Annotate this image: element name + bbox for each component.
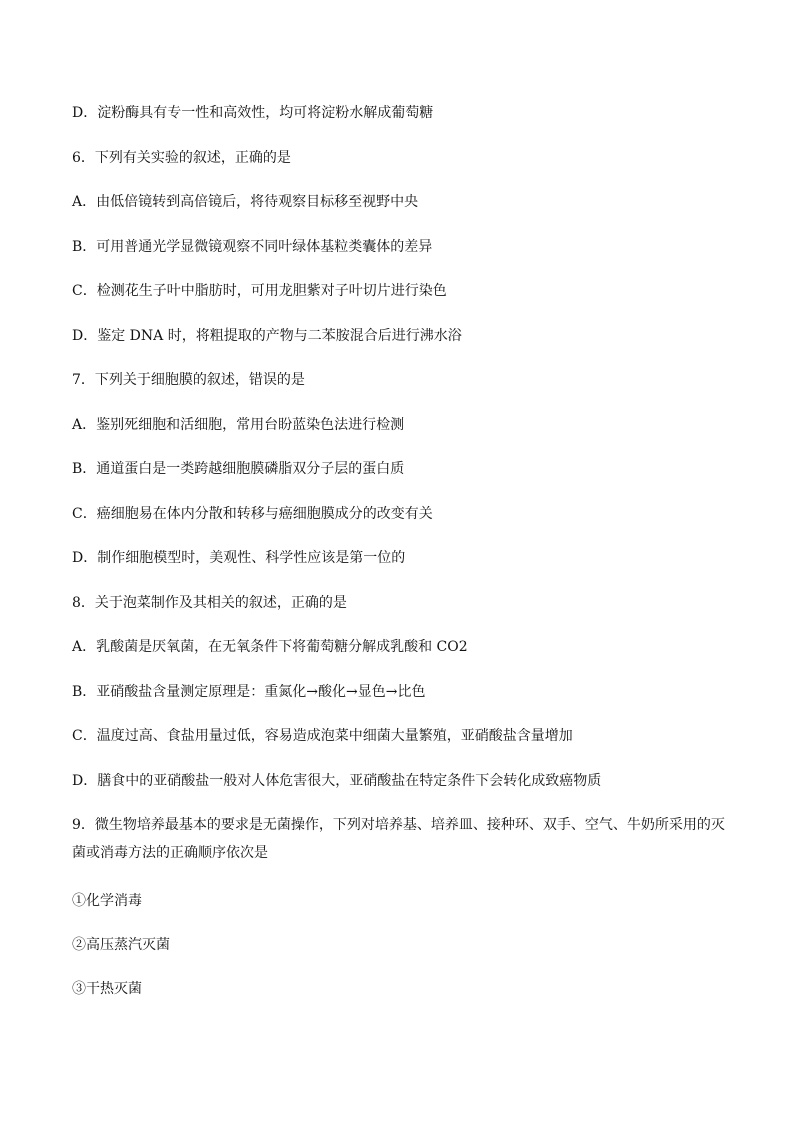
q9-item-1: ①化学消毒 [72,893,142,909]
q8-option-d: D．膳食中的亚硝酸盐一般对人体危害很大，亚硝酸盐在特定条件下会转化成致癌物质 [72,773,602,789]
q6-option-b: B．可用普通光学显微镜观察不同叶绿体基粒类囊体的差异 [72,239,433,255]
q9-item-2: ②高压蒸汽灭菌 [72,937,170,953]
q7-option-d: D．制作细胞模型时，美观性、科学性应该是第一位的 [72,550,406,566]
q9-item-3: ③干热灭菌 [72,981,142,997]
q6-option-d: D．鉴定 DNA 时，将粗提取的产物与二苯胺混合后进行沸水浴 [72,328,462,344]
q6-stem: 6．下列有关实验的叙述，正确的是 [72,150,291,166]
q6-option-c: C．检测花生子叶中脂肪时，可用龙胆紫对子叶切片进行染色 [72,283,447,299]
q9-stem: 9．微生物培养最基本的要求是无菌操作，下列对培养基、培养皿、接种环、双手、空气、牛奶所采用的灭菌或消毒方法的正确顺序依次是 [72,817,725,861]
q7-option-b: B．通道蛋白是一类跨越细胞膜磷脂双分子层的蛋白质 [72,461,405,477]
q7-option-a: A．鉴别死细胞和活细胞，常用台盼蓝染色法进行检测 [72,417,405,433]
q8-stem: 8．关于泡菜制作及其相关的叙述，正确的是 [72,595,347,611]
q6-option-a: A．由低倍镜转到高倍镜后，将待观察目标移至视野中央 [72,194,419,210]
q8-option-b: B．亚硝酸盐含量测定原理是：重氮化→酸化→显色→比色 [72,684,426,700]
q8-option-a: A．乳酸菌是厌氧菌，在无氧条件下将葡萄糖分解成乳酸和 CO2 [72,639,468,655]
q7-stem: 7．下列关于细胞膜的叙述，错误的是 [72,372,305,388]
q5-option-d: D．淀粉酶具有专一性和高效性，均可将淀粉水解成葡萄糖 [72,105,434,121]
q8-option-c: C．温度过高、食盐用量过低，容易造成泡菜中细菌大量繁殖，亚硝酸盐含量增加 [72,728,573,744]
q7-option-c: C．癌细胞易在体内分散和转移与癌细胞膜成分的改变有关 [72,506,433,522]
